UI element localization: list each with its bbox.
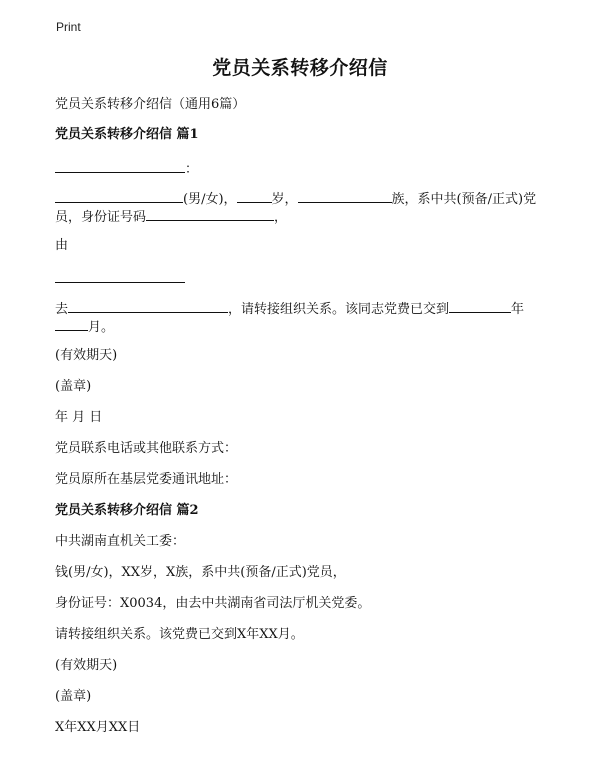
id-blank [146, 206, 274, 221]
article1-month-line [55, 316, 114, 336]
gender-text: (男/女)， [183, 192, 237, 207]
destination-blank [68, 298, 228, 313]
article1-heading: 党员关系转移介绍信 篇1 [55, 127, 199, 142]
month-blank [55, 316, 88, 331]
go-to-text: 去 [55, 302, 69, 317]
article1-transfer-line [55, 298, 524, 318]
article2-seal: (盖章) [55, 689, 92, 704]
article2-member-line: 钱(男/女)，XX岁，X族，系中共(预备/正式)党员， [55, 565, 346, 580]
year-blank [449, 298, 511, 313]
article2-validity: (有效期天) [55, 658, 118, 673]
article2-transfer-line: 请转接组织关系。该党费已交到X年XX月。 [55, 627, 304, 642]
article1-from-blank-line [55, 268, 185, 288]
article1-from: 由 [55, 238, 69, 253]
article1-id-line [55, 206, 287, 226]
article2-id-line: 身份证号：X0034，由去中共湖南省司法厅机关党委。 [55, 596, 371, 611]
article1-member-line [55, 188, 536, 208]
age-blank [237, 188, 272, 203]
article2-heading: 党员关系转移介绍信 篇2 [55, 503, 199, 518]
article1-contact-phone: 党员联系电话或其他联系方式： [55, 441, 238, 456]
ethnic-text: 族，系中共(预备/正式)党 [391, 192, 537, 207]
id-text: 员，身份证号码 [55, 210, 147, 225]
article2-date: X年XX月XX日 [55, 720, 141, 735]
addressee-suffix: ： [185, 162, 199, 177]
print-label: Print [56, 20, 81, 34]
subtitle: 党员关系转移介绍信（通用6篇） [55, 97, 246, 112]
transfer-text: ，请转接组织关系。该同志党费已交到 [228, 302, 450, 317]
id-suffix: ， [274, 210, 288, 225]
from-blank [55, 268, 185, 283]
article1-date: 年 月 日 [55, 410, 103, 425]
article1-address: 党员原所在基层党委通讯地址： [55, 472, 238, 487]
year-text: 年 [511, 302, 525, 317]
article2-addressee: 中共湖南直机关工委： [55, 534, 186, 549]
article1-seal: (盖章) [55, 379, 92, 394]
name-blank [55, 188, 183, 203]
article1-addressee-line [55, 158, 198, 178]
month-text: 月。 [88, 320, 115, 335]
age-text: 岁， [271, 192, 298, 207]
article1-validity: (有效期天) [55, 348, 118, 363]
addressee-blank [55, 158, 185, 173]
ethnic-blank [298, 188, 392, 203]
document-title: 党员关系转移介绍信 [212, 57, 388, 79]
